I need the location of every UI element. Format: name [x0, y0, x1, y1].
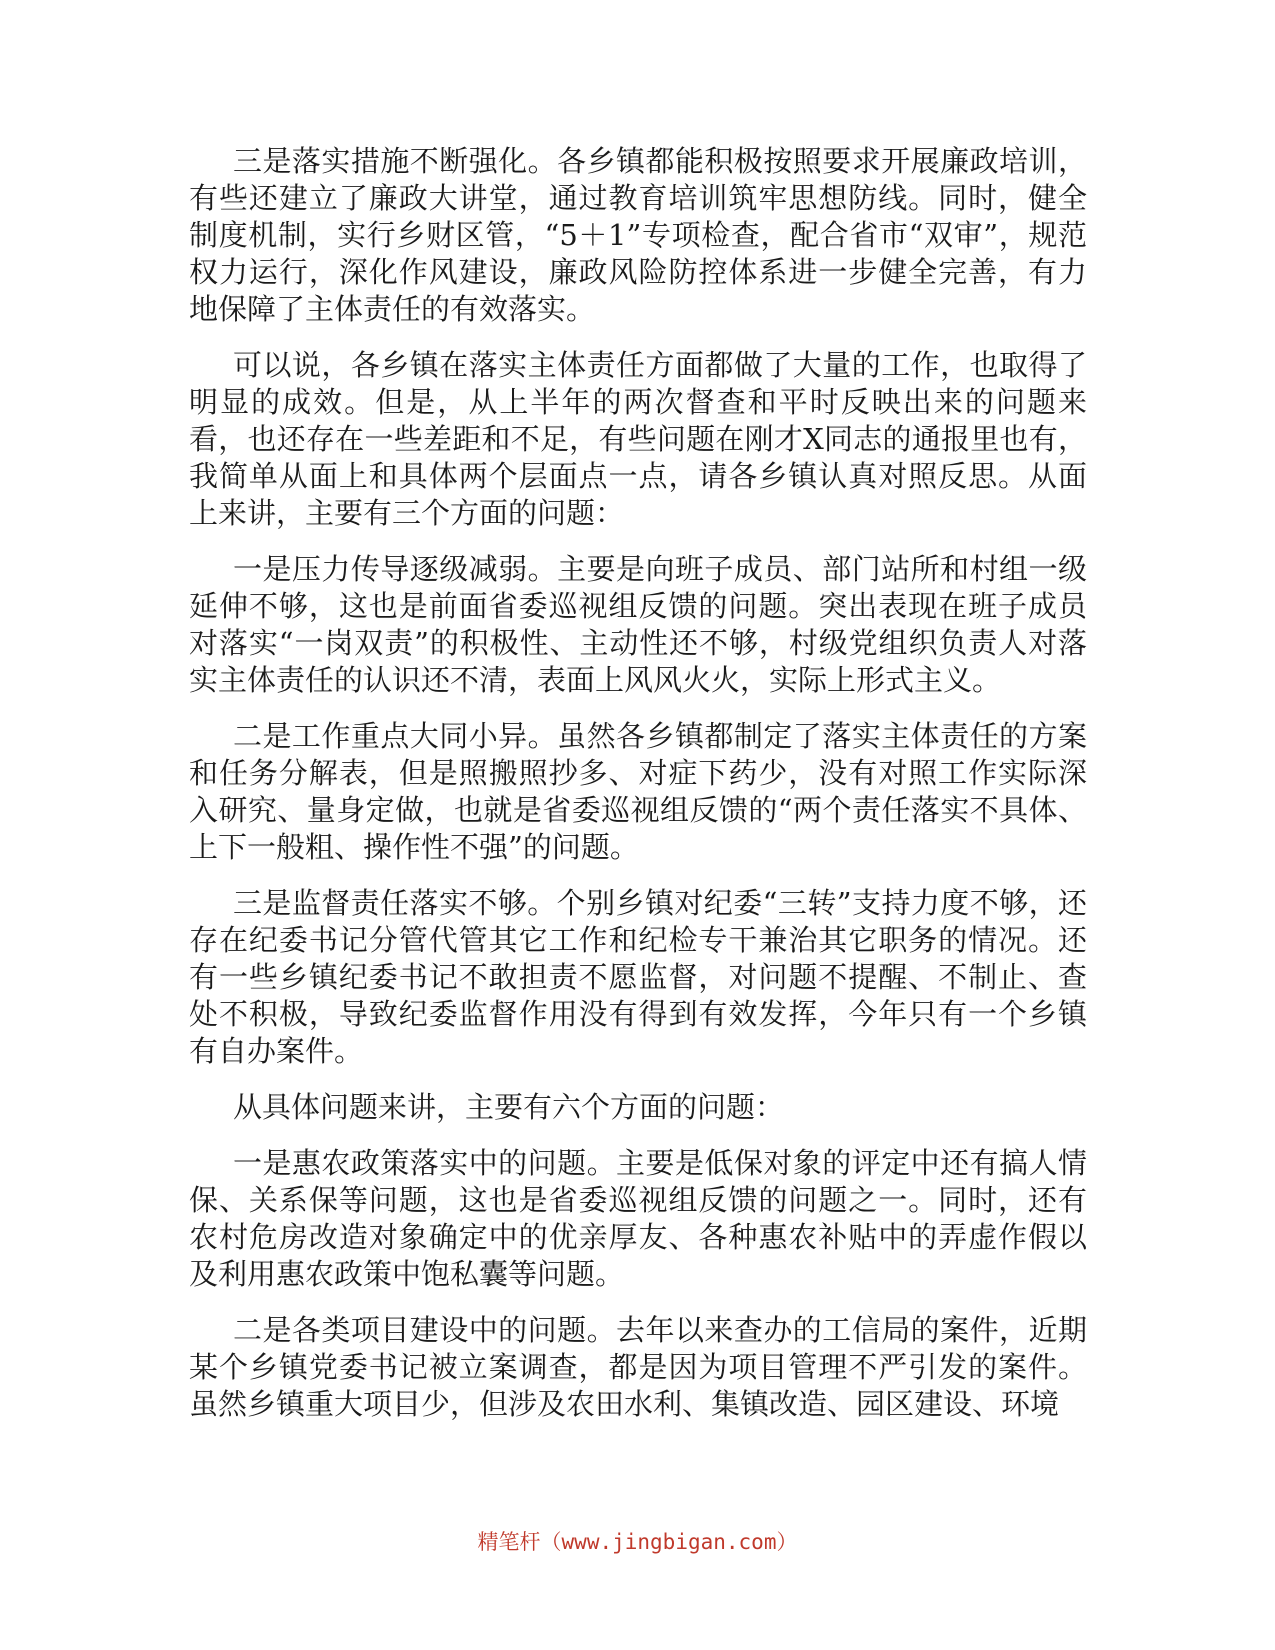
paragraph-5: 三是监督责任落实不够。个别乡镇对纪委“三转”支持力度不够，还存在纪委书记分管代管其它工作和纪检专干兼治其它职务的情况。还有一些乡镇纪委书记不敢担责不愿监督，对问题不提醒、不制止、查处不积极，导致纪委监督作用没有得到有效发挥，今年只有一个乡镇有自办案件。	[189, 886, 1087, 1068]
footer-watermark: 精笔杆（www.jingbigan.com）	[477, 1530, 798, 1554]
paragraph-1: 三是落实措施不断强化。各乡镇都能积极按照要求开展廉政培训，有些还建立了廉政大讲堂，通过教育培训筑牢思想防线。同时，健全制度机制，实行乡财区管，“5＋1”专项检查，配合省市“双审”，规范权力运行，深化作风建设，廉政风险防控体系进一步健全完善，有力地保障了主体责任的有效落实。	[189, 144, 1087, 326]
paragraph-3: 一是压力传导逐级减弱。主要是向班子成员、部门站所和村组一级延伸不够，这也是前面省委巡视组反馈的问题。突出表现在班子成员对落实“一岗双责”的积极性、主动性还不够，村级党组织负责人对落实主体责任的认识还不清，表面上风风火火，实际上形式主义。	[189, 552, 1087, 697]
paragraph-6: 从具体问题来讲，主要有六个方面的问题：	[233, 1090, 785, 1124]
paragraph-2: 可以说，各乡镇在落实主体责任方面都做了大量的工作，也取得了明显的成效。但是，从上半年的两次督查和平时反映出来的问题来看，也还存在一些差距和不足，有些问题在刚才X同志的通报里也有，我简单从面上和具体两个层面点一点，请各乡镇认真对照反思。从面上来讲，主要有三个方面的问题：	[189, 348, 1087, 530]
paragraph-4: 二是工作重点大同小异。虽然各乡镇都制定了落实主体责任的方案和任务分解表，但是照搬照抄多、对症下药少，没有对照工作实际深入研究、量身定做，也就是省委巡视组反馈的“两个责任落实不具体、上下一般粗、操作性不强”的问题。	[189, 719, 1087, 864]
paragraph-7: 一是惠农政策落实中的问题。主要是低保对象的评定中还有搞人情保、关系保等问题，这也是省委巡视组反馈的问题之一。同时，还有农村危房改造对象确定中的优亲厚友、各种惠农补贴中的弄虚作假以及利用惠农政策中饱私囊等问题。	[189, 1146, 1087, 1291]
paragraph-8: 二是各类项目建设中的问题。去年以来查办的工信局的案件，近期某个乡镇党委书记被立案调查，都是因为项目管理不严引发的案件。虽然乡镇重大项目少，但涉及农田水利、集镇改造、园区建设、环境	[189, 1313, 1087, 1421]
document-body	[189, 143, 1087, 1442]
